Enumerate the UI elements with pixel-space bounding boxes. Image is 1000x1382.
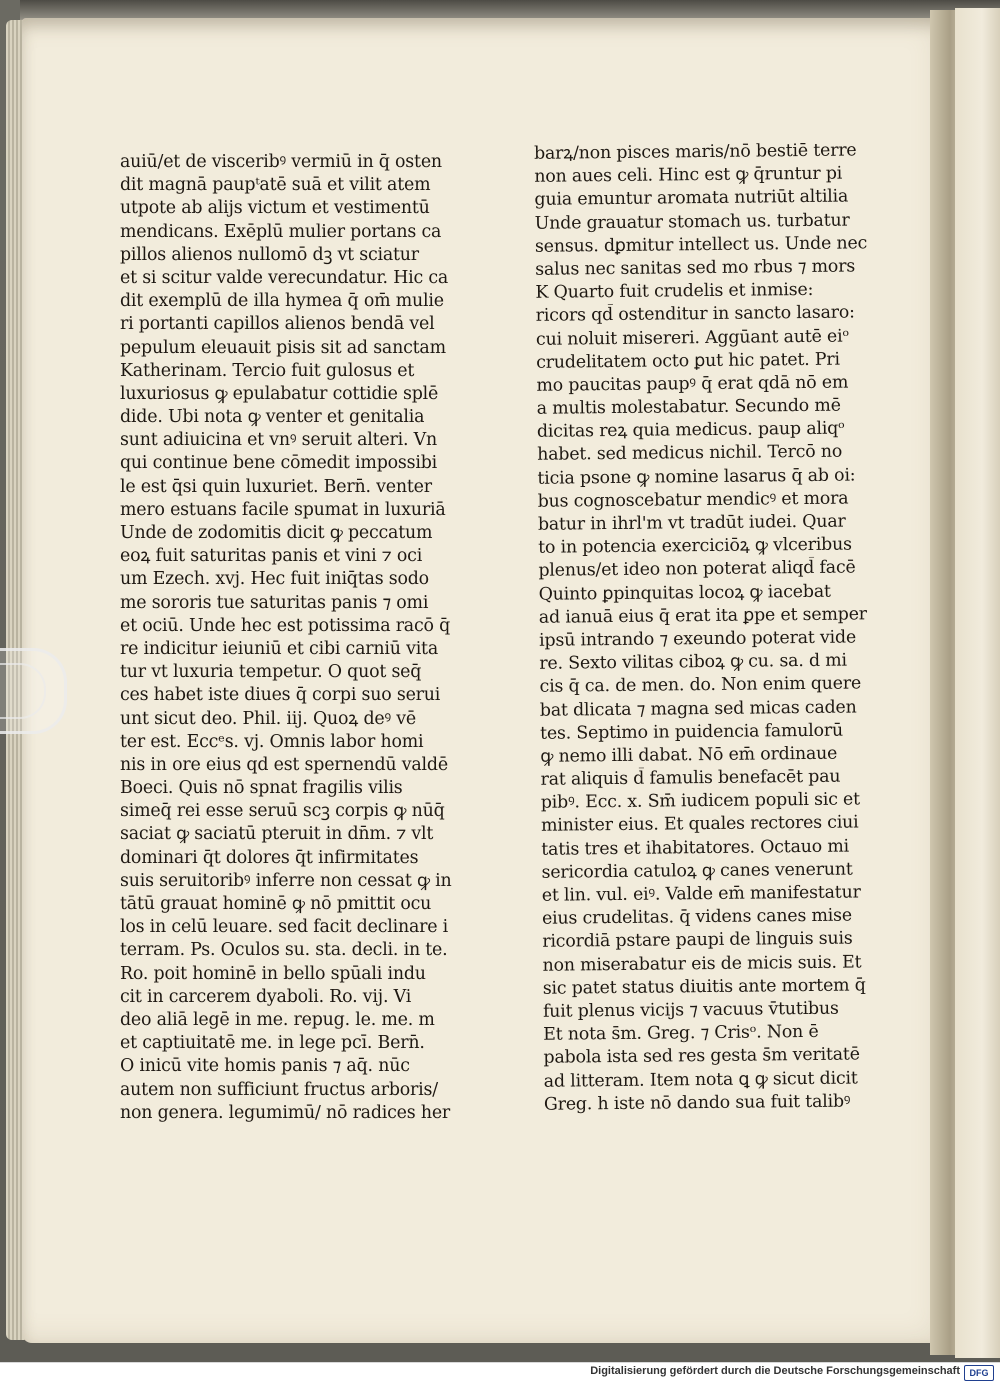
- text-line: Quinto ꝑpinquitas locoꝝ ꝙ iacebat: [538, 581, 831, 605]
- text-line: tatis tres et ihabitatores. Octauo mi: [541, 836, 850, 860]
- text-line: ricordiā pstare paupi de linguis suis: [542, 928, 853, 953]
- text-line: to in potencia exerciciōꝝ ꝙ vlceribus: [538, 534, 852, 558]
- text-line: et ociū. Unde hec est potissima racō q̄: [120, 615, 451, 636]
- text-line: habet. sed medicus nichil. Tercō no: [537, 442, 843, 466]
- text-line: cis q̄ ca. de men. do. Non enim quere: [539, 673, 862, 698]
- text-line: sunt adiuicina et vnꝰ seruit alteri. Vn: [120, 430, 437, 451]
- text-line: ricors qd̄ ostenditur in sancto lasaro:: [535, 302, 855, 327]
- text-line: dicitas reꝝ quia medicus. paup aliqᵒ: [536, 418, 845, 443]
- text-line: ad litteram. Item nota ꝗ ꝙ sicut dicit: [543, 1067, 858, 1092]
- text-line: ipsū intrando ⁊ exeundo poterat vide: [539, 627, 857, 651]
- text-line: tes. Septimo in puidencia famulorū: [539, 720, 844, 744]
- text-line: sic patet status diuitis ante mortem q̄: [542, 975, 866, 999]
- text-line: ꝙ nemo illi dabat. Nō em̄ ordinaue: [540, 743, 838, 767]
- text-line: et lin. vul. eiꝰ. Valde em̄ manifestatur: [541, 882, 861, 906]
- text-line: re. Sexto vilitas ciboꝝ ꝙ cu. sa. d mi: [539, 650, 847, 674]
- text-line: Unde grauatur stomach us. turbatur: [534, 210, 850, 234]
- text-line: Ro. poit hominē in bello spūali indu: [120, 963, 426, 984]
- text-line: non miserabatur eis de micis suis. Et: [542, 951, 862, 976]
- text-line: batur in ihrl'm vt tradūt iudei. Quar: [537, 511, 846, 535]
- text-line: mero estuans facile spumat in luxuriā: [120, 499, 446, 520]
- text-line: dit exemplū de illa hymea q̄ om̄ mulie: [120, 291, 444, 312]
- text-line: plenus/et ideo non poterat aliqd̄ facē: [538, 557, 856, 582]
- text-line: bus cognoscebatur mendicꝰ et mora: [537, 488, 849, 512]
- text-line: um Ezech. xvj. Hec fuit iniq̄tas sodo: [120, 569, 429, 590]
- text-line: dide. Ubi nota ꝙ venter et genitalia: [120, 407, 425, 428]
- right-text-column: [534, 139, 884, 1116]
- text-line: sensus. dꝑmitur intellect us. Unde nec: [534, 233, 868, 257]
- text-line: ri portanti capillos alienos bendā vel: [120, 314, 435, 335]
- text-line: qui continue bene cōmedit impossibi: [120, 453, 438, 474]
- text-line: ces habet iste diues q̄ corpi suo serui: [120, 685, 441, 706]
- text-line: non genera. legumimū/ nō radices her: [120, 1102, 451, 1123]
- text-line: me sororis tue saturitas panis ⁊ omi: [120, 592, 429, 613]
- text-line: saciat ꝙ saciatū pteruit in dn̄m. ⁊ vlt: [120, 824, 434, 845]
- text-line: mendicans. Exēplū mulier portans ca: [120, 221, 442, 242]
- text-line: cui noluit misereri. Aggūant autē eiᵒ: [535, 326, 850, 350]
- text-line: le est q̄si quin luxuriet. Bern̄. venter: [120, 476, 432, 497]
- text-line: deo aliā legē in me. repug. le. me. m: [120, 1009, 435, 1030]
- text-line: dit magnā paupᵗatē suā et vilit atem: [120, 175, 431, 196]
- text-line: simeq̄ rei esse seruū scꝫ corpis ꝙ nūq̄: [120, 801, 445, 822]
- text-line: autem non sufficiunt fructus arboris/: [120, 1079, 438, 1100]
- text-line: sericordia catuloꝝ ꝙ canes venerunt: [541, 859, 853, 883]
- paper-clip: [0, 648, 67, 734]
- text-line: pabola ista sed res gesta s̄m veritatē: [543, 1044, 860, 1069]
- text-line: eius crudelitas. q̄ videns canes mise: [541, 905, 853, 929]
- left-text-column: [120, 151, 458, 1125]
- text-line: a multis molestabatur. Secundo mē: [536, 395, 841, 419]
- text-line: bat dlicata ⁊ magna sed micas caden: [539, 696, 857, 721]
- text-line: et captiuitatē me. in lege pcī. Bern̄.: [120, 1033, 425, 1054]
- dfg-logo: DFG: [964, 1365, 994, 1381]
- text-line: nis in ore eius qd̄ est spernendū valdē: [120, 754, 448, 775]
- text-line: salus nec sanitas sed mo rbus ⁊ mors: [535, 256, 856, 280]
- text-line: ad ianuā eius q̄ erat ita ꝑpe et semper: [538, 604, 867, 628]
- text-line: luxuriosus ꝙ epulabatur cottidie splē: [120, 383, 439, 404]
- text-line: Et nota s̄m. Greg. ⁊ Crisᵒ. Non ē: [543, 1022, 819, 1045]
- text-line: utpote ab alijs victum et vestimentū: [120, 198, 430, 219]
- text-line: Boeci. Quis nō spnat fragilis vilis: [120, 778, 403, 799]
- text-line: unt sicut deo. Phil. iij. Quoꝝ deꝰ vē: [120, 708, 416, 729]
- text-line: ter est. Eccᵉs. vj. Omnis labor homi: [120, 731, 424, 752]
- text-line: minister eius. Et quales rectores ciui: [540, 812, 859, 837]
- text-line: Unde de zodomitis dicit ꝙ peccatum: [120, 523, 433, 543]
- text-line: K Quarto fuit crudelis et inmise:: [535, 280, 814, 303]
- right-page-edge: [955, 8, 1000, 1358]
- text-line: eoꝝ fuit saturitas panis et vini ⁊ oci: [120, 546, 423, 567]
- text-line: los in celū leuare. sed facit declinare i: [120, 917, 449, 938]
- funding-credit: Digitalisierung gefördert durch die Deutsche Forschungsgemeinschaft: [590, 1365, 960, 1377]
- text-line: rat aliquis d̄ famulis benefacēt pau: [540, 766, 841, 790]
- text-line: cit in carcerem dyaboli. Ro. vij. Vi: [120, 986, 412, 1007]
- text-line: barꝝ/non pisces maris/nō bestiē terre: [533, 140, 857, 164]
- text-line: pepulum eleuauit pisis sit ad sanctam: [120, 337, 446, 358]
- footer-bar: [0, 1362, 1000, 1382]
- text-line: dominari q̄t dolores q̄t infirmitates: [120, 847, 419, 868]
- text-line: tātū grauat hominē ꝙ nō pmittit ocu: [120, 894, 432, 914]
- text-line: guia emuntur aromata nutriūt altilia: [534, 186, 849, 211]
- text-line: Greg. h iste nō dando sua fuit talibꝰ: [543, 1091, 851, 1115]
- text-line: mo paucitas paupꝰ q̄ erat qdā nō em: [536, 372, 849, 396]
- text-line: fuit plenus vicijs ⁊ vacuus v̄tutibus: [542, 998, 839, 1022]
- text-line: re indicitur ieiuniū et cibi carniū vita: [120, 638, 439, 659]
- text-line: suis seruitoribꝰ inferre non cessat ꝙ in: [120, 870, 452, 891]
- text-line: O inicū vite homis panis ⁊ aq̄. nūc: [120, 1056, 410, 1077]
- text-line: et si scitur valde verecundatur. Hic ca: [120, 267, 449, 288]
- text-line: ticia psone ꝙ nomine lasarus q̄ ab oi:: [537, 465, 856, 489]
- text-line: crudelitatem octo ꝑut hic patet. Pri: [536, 349, 840, 373]
- text-line: non aues celi. Hinc est ꝙ q̄runtur pi: [534, 163, 843, 187]
- text-line: terram. Ps. Oculos su. sta. decli. in te.: [120, 940, 448, 961]
- text-line: pillos alienos nullomō dꝫ vt sciatur: [120, 244, 419, 265]
- text-line: pibꝰ. Ecc. x. Sm̄ iudicem populi sic et: [540, 789, 861, 814]
- text-line: tur vt luxuria tempetur. O quot seq̄: [120, 662, 422, 683]
- text-line: auiū/et de visceribꝰ vermiū in q̄ osten: [120, 152, 442, 172]
- text-line: Katherinam. Tercio fuit gulosus et: [120, 360, 415, 381]
